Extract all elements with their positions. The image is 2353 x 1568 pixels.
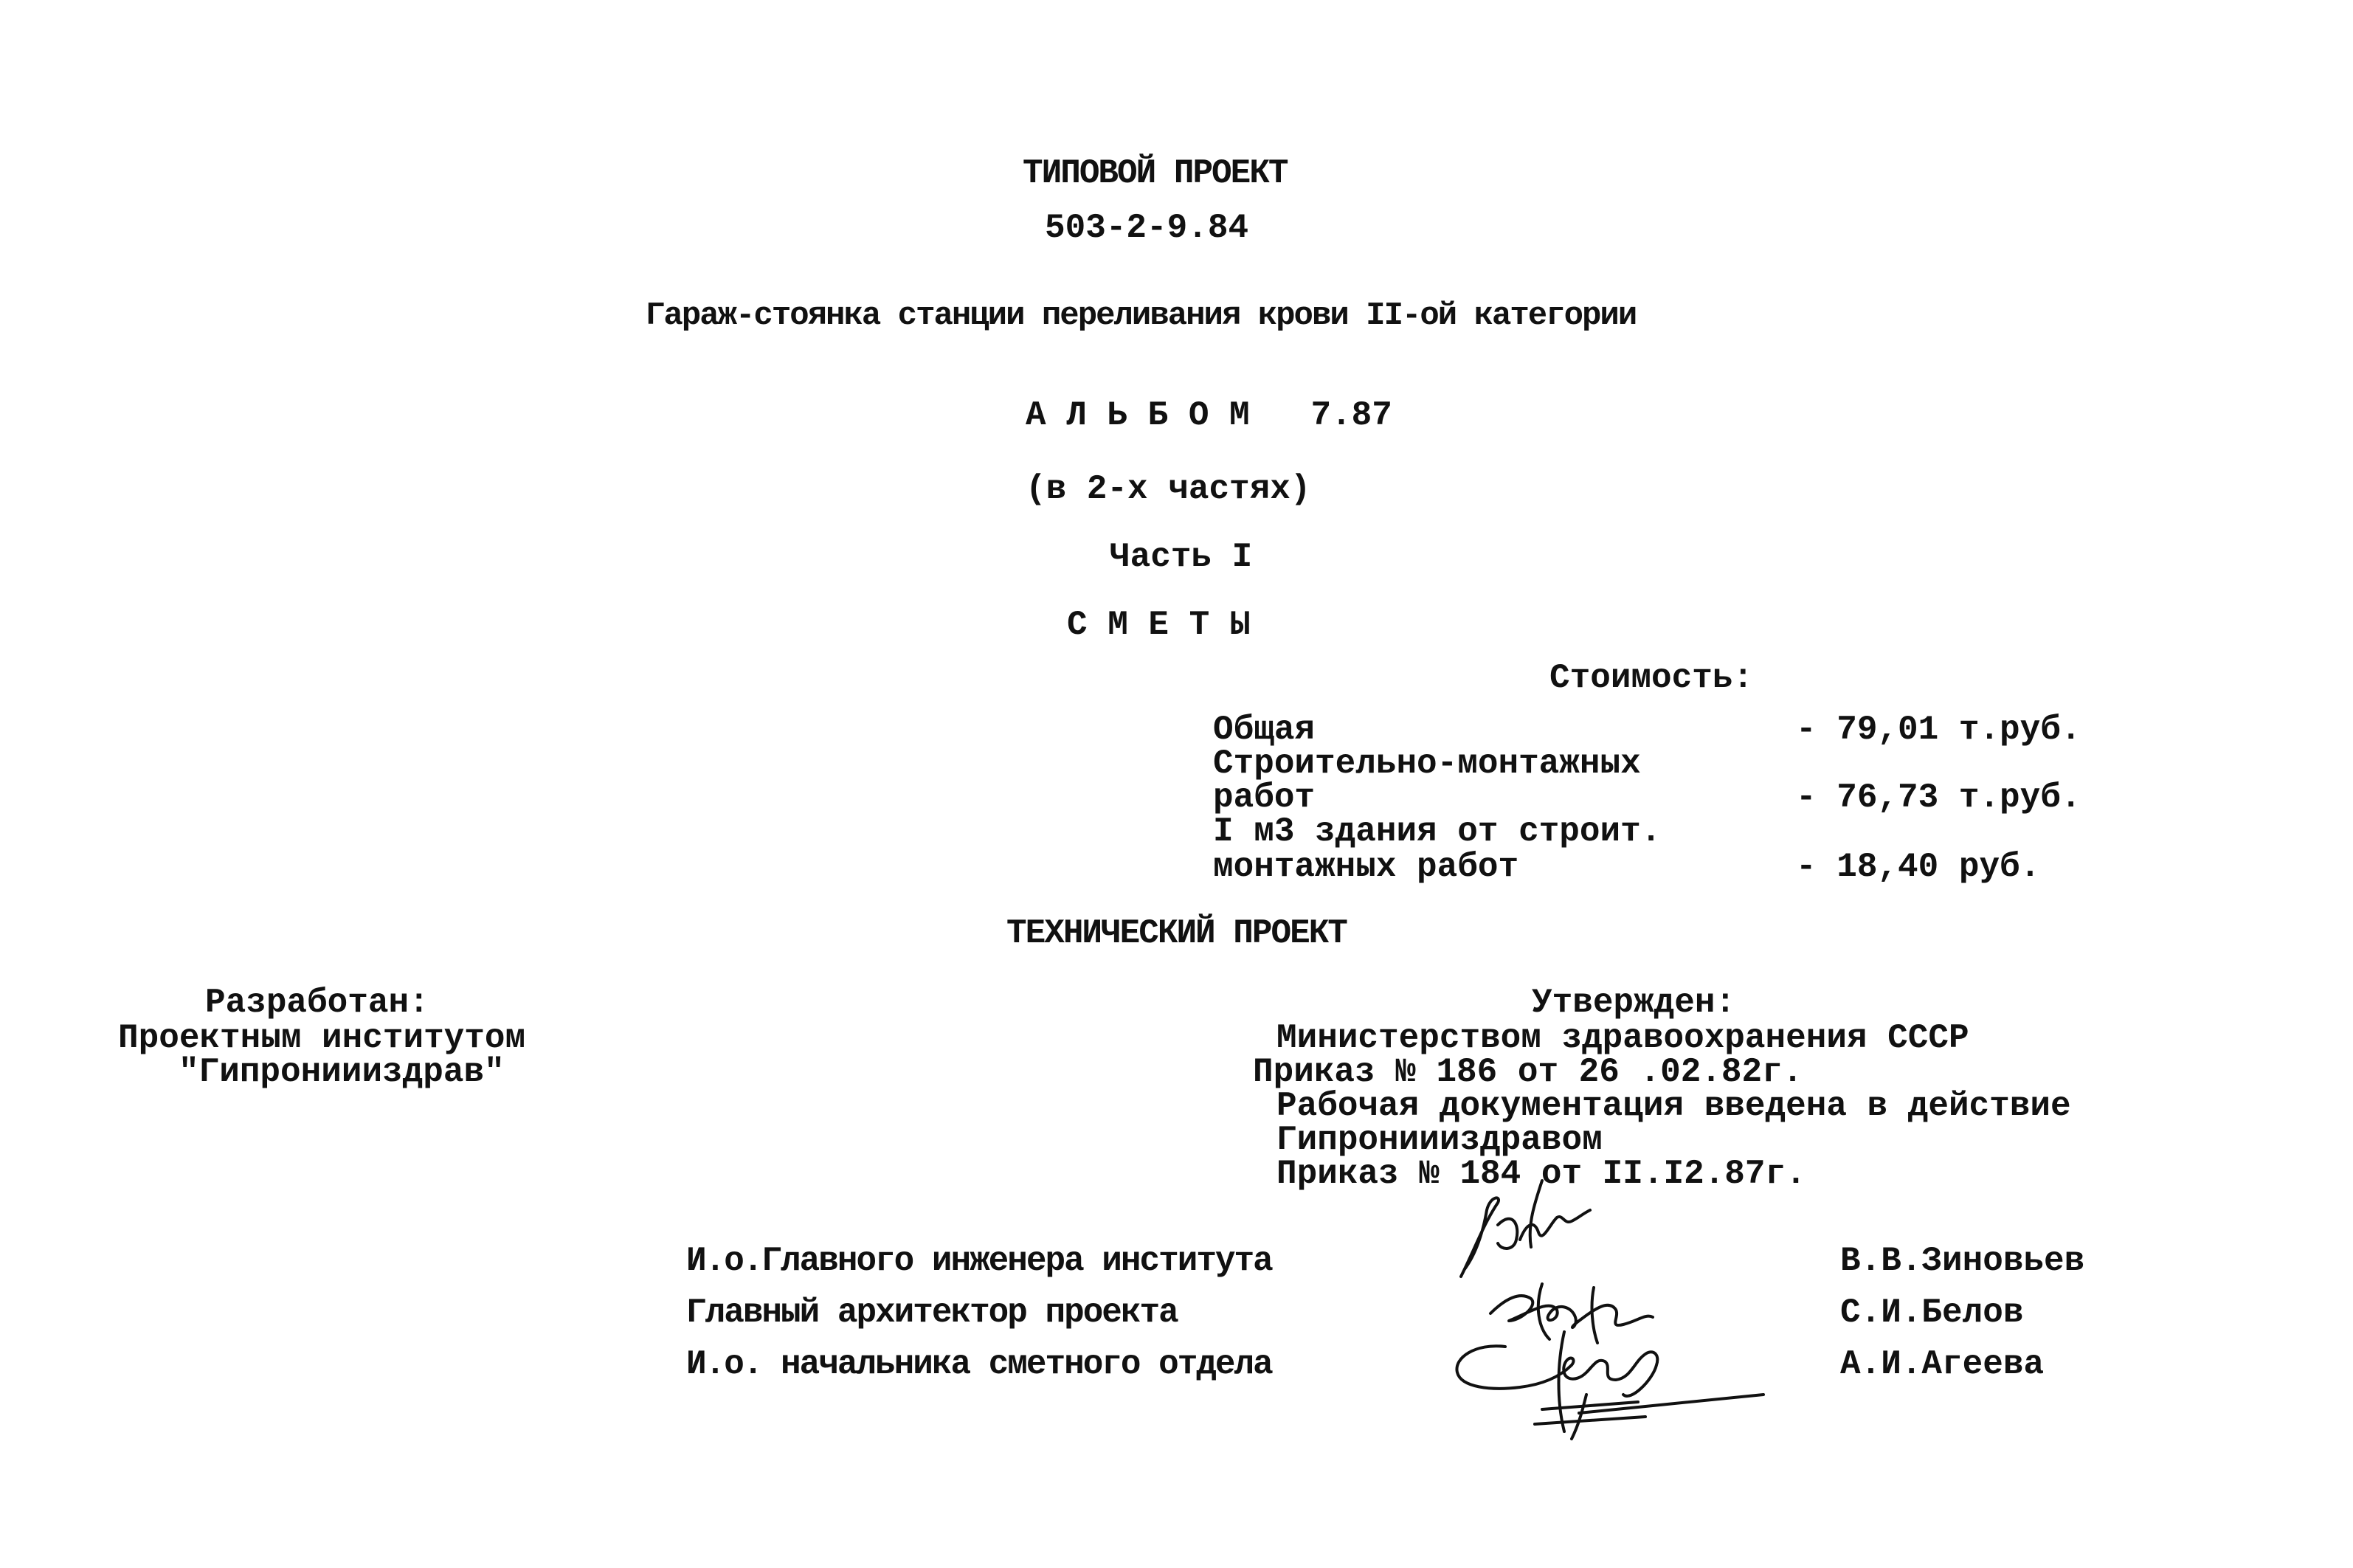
cost-label-construction: Строительно-монтажных	[1213, 745, 1641, 783]
album-label: А Л Ь Б О М 7.87	[1026, 396, 1392, 435]
cost-label-per-m3-2: монтажных работ	[1213, 848, 1519, 886]
cost-label-total: Общая	[1213, 711, 1316, 749]
approved-order-2: Приказ № 184 от II.I2.87г.	[1276, 1155, 1806, 1193]
approved-order-1: Приказ № 186 от 26 .02.82г.	[1253, 1053, 1803, 1091]
signatory-position-1: И.о.Главного инженера института	[686, 1242, 1272, 1280]
approved-institute: Гипрониииздравом	[1276, 1121, 1603, 1159]
signatory-position-3: И.о. начальника сметного отдела	[686, 1345, 1272, 1384]
cost-value-total: - 79,01 т.руб.	[1796, 711, 2081, 749]
signatory-name-1: В.В.Зиновьев	[1840, 1242, 2085, 1280]
part-label: Часть I	[1110, 538, 1253, 576]
developed-org-name: "Гипрониииздрав"	[179, 1053, 505, 1091]
type-label: ТИПОВОЙ ПРОЕКТ	[1023, 154, 1288, 193]
cost-value-per-m3: - 18,40 руб.	[1796, 848, 2041, 886]
approved-label: Утвержден:	[1532, 984, 1736, 1022]
approved-ministry: Министерством здравоохранения СССР	[1276, 1019, 1969, 1057]
parts-note: (в 2-х частях)	[1026, 470, 1311, 508]
signature-1	[1431, 1181, 1609, 1284]
signature-3	[1446, 1321, 1786, 1446]
project-number: 503-2-9.84	[1045, 209, 1249, 247]
signatory-position-2: Главный архитектор проекта	[686, 1294, 1178, 1332]
approved-working-docs: Рабочая документация введена в действие	[1276, 1087, 2071, 1125]
stage-label: ТЕХНИЧЕСКИЙ ПРОЕКТ	[1006, 914, 1347, 953]
signatory-name-2: С.И.Белов	[1840, 1294, 2024, 1332]
cost-value-construction: - 76,73 т.руб.	[1796, 778, 2081, 817]
developed-label: Разработан:	[205, 984, 429, 1022]
signatory-name-3: А.И.Агеева	[1840, 1345, 2045, 1384]
document-title: Гараж-стоянка станции переливания крови II-ой категории	[646, 297, 1637, 334]
developed-org: Проектным институтом	[118, 1019, 526, 1057]
cost-label-construction-2: работ	[1213, 778, 1316, 817]
section-label: С М Е Т Ы	[1067, 606, 1251, 644]
cost-label-per-m3: I м3 здания от строит.	[1213, 812, 1662, 851]
cost-heading: Стоимость:	[1549, 659, 1754, 697]
